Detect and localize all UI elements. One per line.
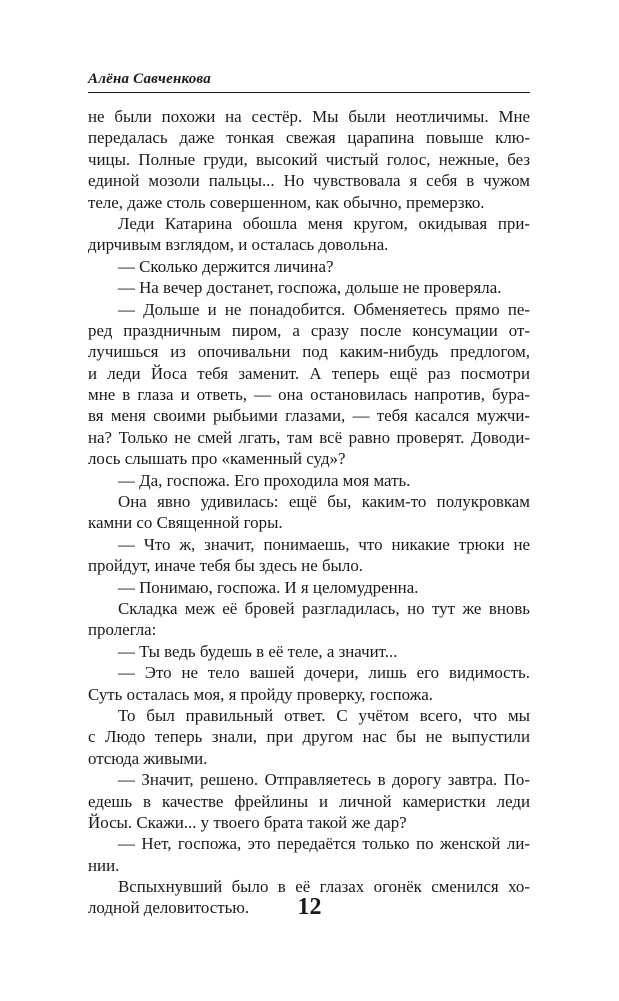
text-line: — Нет, госпожа, это передаётся только по женской ли- bbox=[118, 834, 530, 854]
text-line: не были похожи на сестёр. Мы были неотличимы. Мне bbox=[88, 107, 530, 126]
text-line: — Что ж, значит, понимаешь, что никакие трюки не bbox=[118, 534, 530, 554]
text-line: Леди Катарина обошла меня кругом, окидывая при- bbox=[118, 213, 530, 233]
text-line: единой мозоли пальцы... Но чувствовала я себя в чужом bbox=[88, 171, 530, 191]
text-line: камни со Священной горы. bbox=[88, 513, 283, 533]
text-line: чицы. Полные груди, высокий чистый голос, нежные, без bbox=[88, 149, 530, 169]
text-line: передалась даже тонкая свежая царапина повыше клю- bbox=[88, 128, 530, 148]
text-line: лодной деловитостью. bbox=[88, 898, 250, 918]
text-line: лось слышать про «каменный суд»? bbox=[88, 449, 346, 469]
body-text bbox=[88, 106, 530, 919]
text-line: с Людо теперь знали, при другом нас бы не выпустили bbox=[88, 727, 530, 747]
text-line: Складка меж её бровей разгладилась, но тут же вновь bbox=[118, 598, 530, 618]
text-line: Она явно удивилась: ещё бы, каким-то полукровкам bbox=[118, 492, 530, 512]
text-line: и леди Йоса тебя заменит. А теперь ещё раз посмотри bbox=[88, 363, 530, 383]
text-line: — Да, госпожа. Его проходила моя мать. bbox=[118, 470, 411, 490]
text-line: — Это не тело вашей дочери, лишь его видимость. bbox=[118, 663, 530, 683]
text-line: Суть осталась моя, я пройду проверку, госпожа. bbox=[88, 684, 434, 704]
text-line: — Значит, решено. Отправляетесь в дорогу завтра. По- bbox=[118, 770, 530, 790]
text-line: пролегла: bbox=[88, 620, 157, 640]
text-line: вя меня своими рыбьими глазами, — тебя касался мужчи- bbox=[88, 406, 530, 426]
text-line: То был правильный ответ. С учётом всего, что мы bbox=[118, 705, 530, 725]
text-line: — Сколько держится личина? bbox=[118, 256, 334, 276]
text-line: отсюда живыми. bbox=[88, 748, 208, 768]
text-line: — Понимаю, госпожа. И я целомудренна. bbox=[118, 577, 419, 597]
text-line: — На вечер достанет, госпожа, дольше не проверяла. bbox=[118, 278, 502, 298]
header-rule bbox=[88, 92, 530, 93]
text-line: мне в глаза и ответь, — она остановилась напротив, бура- bbox=[88, 385, 530, 405]
running-header-author: Алёна Савченкова bbox=[88, 71, 211, 87]
page-number: 12 bbox=[297, 894, 322, 920]
text-line: — Ты ведь будешь в её теле, а значит... bbox=[118, 641, 398, 661]
text-line: ред праздничным пиром, а сразу после консумации от- bbox=[88, 320, 530, 340]
text-line: Вспыхнувший было в её глазах огонёк сменился хо- bbox=[118, 877, 530, 897]
text-line: Йосы. Скажи... у твоего брата такой же дар? bbox=[88, 812, 407, 832]
text-line: едешь в качестве фрейлины и личной камеристки леди bbox=[88, 791, 530, 811]
text-line: дирчивым взглядом, и осталась довольна. bbox=[88, 235, 389, 255]
text-line: нии. bbox=[88, 855, 120, 875]
text-line: пройдут, иначе тебя бы здесь не было. bbox=[88, 556, 363, 576]
text-line: лучишься из опочивальни под каким-нибудь предлогом, bbox=[88, 342, 530, 362]
text-line: теле, даже столь совершенном, как обычно, премерзко. bbox=[88, 192, 485, 212]
text-line: — Дольше и не понадобится. Обменяетесь прямо пе- bbox=[118, 299, 530, 319]
text-line: на? Только не смей лгать, там всё равно проверят. Доводи- bbox=[88, 427, 530, 447]
